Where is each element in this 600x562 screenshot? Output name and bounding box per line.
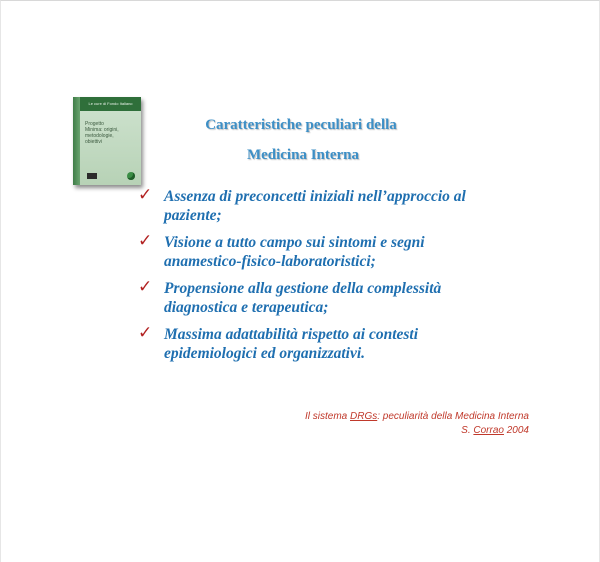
slide-title-line-2: Medicina Interna [246,147,360,163]
citation-prefix: Il sistema [304,411,350,422]
bullet-list [136,187,556,371]
checkmark-icon: ✓ [138,323,153,343]
book-spine [73,97,80,185]
book-cover-image [73,97,141,185]
bullet-item [136,233,556,271]
bullet-text-line: Assenza di preconcetti iniziali nell’approccio al [164,188,466,205]
bullet-text-line: anamestico-fisico-laboratoristici; [164,253,376,270]
citation-author-surname: Corrao [473,425,504,436]
checkmark-icon: ✓ [138,231,153,251]
bullet-text-line: Massima adattabilità rispetto ai contesti [164,326,419,343]
bullet-text-line: Propensione alla gestione della complessità [164,280,442,297]
bullet-text-line: paziente; [164,207,222,224]
book-title [85,121,137,145]
slide-title-line-1: Caratteristiche peculiari della [205,117,397,133]
citation-suffix: : peculiarità della Medicina Interna [377,411,529,422]
bullet-text-line: diagnostica e terapeutica; [164,299,329,316]
citation-drgs: DRGs [350,411,378,422]
checkmark-icon: ✓ [138,277,153,297]
bullet-item [136,187,556,225]
bullet-text-line: Visione a tutto campo sui sintomi e segni [164,234,425,251]
citation-author-initial: S. [461,425,474,436]
citation [305,410,529,438]
citation-year: 2004 [503,425,529,436]
green-seal-logo [127,172,135,180]
citation-author [305,424,529,438]
bullet-item [136,325,556,363]
book-title-line: Progetto [85,121,104,127]
book-series-label: Le cure di Fondo Italiano [80,97,141,111]
bullet-text-line: epidemiologici ed organizzativi. [164,345,366,362]
checkmark-icon: ✓ [138,185,153,205]
book-title-line: metodologie, [85,133,114,139]
book-title-line: Minima: origini, [85,127,119,133]
bullet-item [136,279,556,317]
book-title-line: obiettivi [85,139,102,145]
citation-title [305,410,529,424]
publisher-logo [87,173,97,179]
